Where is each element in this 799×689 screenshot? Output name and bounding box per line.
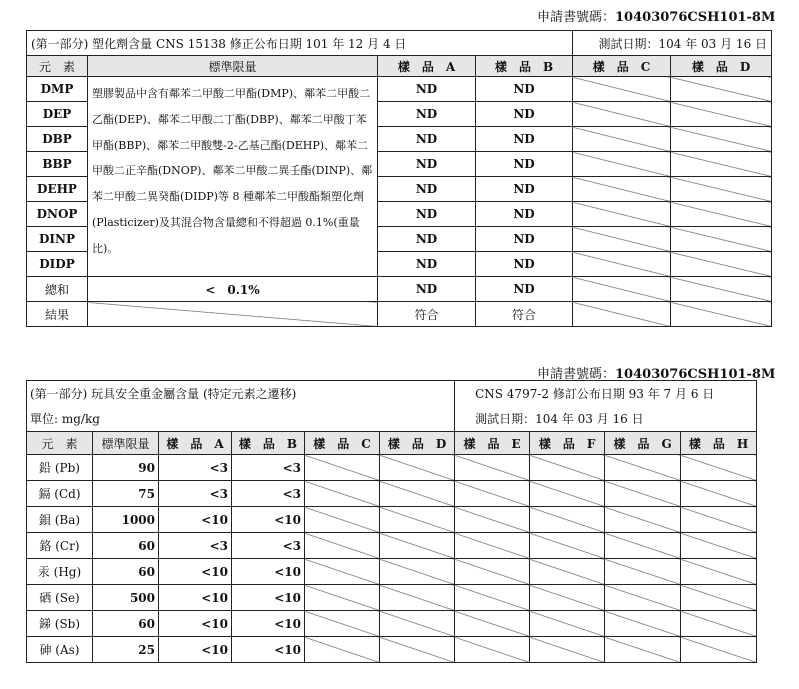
sample-b-cell: ND bbox=[476, 102, 573, 127]
empty-sample-d bbox=[380, 611, 455, 637]
total-sample-b: ND bbox=[476, 277, 573, 302]
table-row bbox=[27, 533, 757, 559]
sample-a-cell: <10 bbox=[159, 585, 232, 611]
header-sample-h: 樣 品 H bbox=[681, 432, 757, 455]
limit-cell: 60 bbox=[93, 533, 159, 559]
empty-sample-c bbox=[573, 302, 671, 327]
empty-sample-h bbox=[681, 559, 757, 585]
element-cell: DNOP bbox=[27, 202, 88, 227]
application-number-label: 申請書號碼： bbox=[537, 367, 616, 382]
empty-sample-d bbox=[671, 302, 772, 327]
table-row bbox=[27, 455, 757, 481]
empty-sample-h bbox=[681, 507, 757, 533]
sample-b-cell: ND bbox=[476, 202, 573, 227]
application-number-value: 10403076CSH101-8M bbox=[615, 367, 776, 382]
table-row bbox=[27, 481, 757, 507]
application-number bbox=[537, 6, 775, 25]
sample-a-cell: ND bbox=[378, 77, 476, 102]
empty-sample-c bbox=[573, 227, 671, 252]
total-row bbox=[27, 277, 772, 302]
limit-cell: 90 bbox=[93, 455, 159, 481]
element-cell: DIDP bbox=[27, 252, 88, 277]
result-label: 結果 bbox=[27, 302, 88, 327]
empty-sample-e bbox=[455, 481, 530, 507]
header-limit: 標準限量 bbox=[93, 432, 159, 455]
header-element: 元 素 bbox=[27, 432, 93, 455]
element-cell: 汞 (Hg) bbox=[27, 559, 93, 585]
header-sample-d: 樣 品 D bbox=[380, 432, 455, 455]
empty-sample-e bbox=[455, 455, 530, 481]
heavy-metals-header-row bbox=[27, 432, 757, 455]
element-cell: DINP bbox=[27, 227, 88, 252]
empty-sample-d bbox=[380, 637, 455, 663]
empty-sample-d bbox=[380, 481, 455, 507]
empty-sample-f bbox=[530, 585, 605, 611]
application-number-label: 申請書號碼： bbox=[537, 10, 616, 25]
limit-cell: 60 bbox=[93, 611, 159, 637]
empty-sample-f bbox=[530, 481, 605, 507]
empty-sample-c bbox=[305, 533, 380, 559]
empty-sample-d bbox=[380, 533, 455, 559]
empty-sample-f bbox=[530, 559, 605, 585]
sample-b-cell: ND bbox=[476, 252, 573, 277]
header-sample-b: 樣 品 B bbox=[232, 432, 305, 455]
empty-sample-h bbox=[681, 585, 757, 611]
heavy-metals-body bbox=[27, 455, 757, 663]
empty-sample-g bbox=[605, 637, 681, 663]
empty-sample-e bbox=[455, 533, 530, 559]
table-row bbox=[27, 507, 757, 533]
table-row bbox=[27, 559, 757, 585]
result-row bbox=[27, 302, 772, 327]
sample-a-cell: ND bbox=[378, 152, 476, 177]
heavy-metals-title-row bbox=[27, 381, 757, 407]
total-label: 總和 bbox=[27, 277, 88, 302]
empty-sample-e bbox=[455, 637, 530, 663]
table-row bbox=[27, 637, 757, 663]
sample-b-cell: ND bbox=[476, 77, 573, 102]
sample-b-cell: <10 bbox=[232, 637, 305, 663]
header-sample-c: 樣 品 C bbox=[573, 56, 671, 77]
empty-sample-c bbox=[573, 202, 671, 227]
sample-a-cell: <10 bbox=[159, 611, 232, 637]
header-sample-f: 樣 品 F bbox=[530, 432, 605, 455]
sample-a-cell: <3 bbox=[159, 481, 232, 507]
empty-sample-g bbox=[605, 481, 681, 507]
empty-sample-e bbox=[455, 507, 530, 533]
total-sample-a: ND bbox=[378, 277, 476, 302]
empty-sample-h bbox=[681, 637, 757, 663]
sample-a-cell: ND bbox=[378, 177, 476, 202]
plasticizer-table bbox=[26, 30, 772, 327]
empty-sample-c bbox=[573, 177, 671, 202]
sample-b-cell: ND bbox=[476, 177, 573, 202]
empty-result-standard bbox=[88, 302, 378, 327]
empty-sample-d bbox=[671, 252, 772, 277]
empty-sample-c bbox=[305, 637, 380, 663]
element-cell: 銻 (Sb) bbox=[27, 611, 93, 637]
result-sample-b: 符合 bbox=[476, 302, 573, 327]
empty-sample-c bbox=[573, 252, 671, 277]
limit-cell: 75 bbox=[93, 481, 159, 507]
empty-sample-d bbox=[380, 559, 455, 585]
empty-sample-f bbox=[530, 637, 605, 663]
empty-sample-c bbox=[573, 77, 671, 102]
sample-b-cell: <10 bbox=[232, 585, 305, 611]
empty-sample-g bbox=[605, 533, 681, 559]
empty-sample-d bbox=[380, 585, 455, 611]
empty-sample-h bbox=[681, 533, 757, 559]
table-row bbox=[27, 77, 772, 102]
heavy-metals-table bbox=[26, 380, 757, 663]
limit-cell: 1000 bbox=[93, 507, 159, 533]
element-cell: DEHP bbox=[27, 177, 88, 202]
sample-b-cell: <10 bbox=[232, 611, 305, 637]
empty-sample-e bbox=[455, 559, 530, 585]
empty-sample-f bbox=[530, 507, 605, 533]
standard-limit-text: 塑膠製品中含有鄰苯二甲酸二甲酯(DMP)、鄰苯二甲酸二乙酯(DEP)、鄰苯二甲酸二丁酯(DBP)、鄰苯二甲酸丁苯甲酯(BBP)、鄰苯二甲酸雙-2-乙基己酯(DEHP)、鄰苯二甲酸二正辛酯(DNOP)、鄰苯二甲酸二異壬酯(DINP)、鄰苯二甲酸二異癸酯(DIDP)等 8 種鄰苯二甲酸酯類塑化劑(Plasticizer)及其混合物含量總和不得超過 0.1%(重量比)。 bbox=[88, 77, 378, 277]
sample-a-cell: <10 bbox=[159, 507, 232, 533]
empty-sample-c bbox=[305, 507, 380, 533]
total-limit: < 0.1% bbox=[88, 277, 378, 302]
empty-sample-c bbox=[305, 455, 380, 481]
heavy-metals-title: (第一部分) 玩具安全重金屬含量 (特定元素之遷移) bbox=[27, 381, 455, 407]
limit-cell: 25 bbox=[93, 637, 159, 663]
plasticizer-title-row bbox=[27, 31, 772, 56]
sample-a-cell: ND bbox=[378, 102, 476, 127]
empty-sample-d bbox=[671, 152, 772, 177]
empty-sample-e bbox=[455, 585, 530, 611]
application-number-value: 10403076CSH101-8M bbox=[615, 10, 776, 25]
empty-sample-h bbox=[681, 611, 757, 637]
element-cell: 硒 (Se) bbox=[27, 585, 93, 611]
heavy-metals-unit-row bbox=[27, 406, 757, 432]
sample-a-cell: ND bbox=[378, 127, 476, 152]
element-cell: DMP bbox=[27, 77, 88, 102]
empty-sample-c bbox=[305, 611, 380, 637]
limit-cell: 500 bbox=[93, 585, 159, 611]
empty-sample-g bbox=[605, 507, 681, 533]
empty-sample-d bbox=[671, 202, 772, 227]
header-sample-b: 樣 品 B bbox=[476, 56, 573, 77]
sample-a-cell: <10 bbox=[159, 559, 232, 585]
plasticizer-test-date: 測試日期：104 年 03 月 16 日 bbox=[573, 31, 772, 56]
sample-a-cell: ND bbox=[378, 227, 476, 252]
empty-sample-c bbox=[305, 585, 380, 611]
sample-b-cell: <3 bbox=[232, 455, 305, 481]
limit-cell: 60 bbox=[93, 559, 159, 585]
element-cell: 鉻 (Cr) bbox=[27, 533, 93, 559]
sample-a-cell: ND bbox=[378, 252, 476, 277]
empty-sample-d bbox=[671, 127, 772, 152]
element-cell: DBP bbox=[27, 127, 88, 152]
table-row bbox=[27, 611, 757, 637]
empty-sample-d bbox=[380, 455, 455, 481]
sample-b-cell: ND bbox=[476, 127, 573, 152]
plasticizer-title: (第一部分) 塑化劑含量 CNS 15138 修正公布日期 101 年 12 月 4 日 bbox=[27, 31, 573, 56]
sample-a-cell: <3 bbox=[159, 533, 232, 559]
empty-sample-f bbox=[530, 533, 605, 559]
empty-sample-d bbox=[671, 227, 772, 252]
element-cell: DEP bbox=[27, 102, 88, 127]
element-cell: 鉛 (Pb) bbox=[27, 455, 93, 481]
sample-b-cell: <3 bbox=[232, 481, 305, 507]
heavy-metals-test-date: 測試日期：104 年 03 月 16 日 bbox=[455, 406, 757, 432]
empty-sample-d bbox=[671, 277, 772, 302]
empty-sample-e bbox=[455, 611, 530, 637]
empty-sample-f bbox=[530, 455, 605, 481]
empty-sample-g bbox=[605, 611, 681, 637]
element-cell: 鋇 (Ba) bbox=[27, 507, 93, 533]
header-sample-d: 樣 品 D bbox=[671, 56, 772, 77]
empty-sample-f bbox=[530, 611, 605, 637]
heavy-metals-unit: 單位: mg/kg bbox=[27, 406, 455, 432]
empty-sample-g bbox=[605, 559, 681, 585]
sample-a-cell: <10 bbox=[159, 637, 232, 663]
sample-b-cell: <10 bbox=[232, 507, 305, 533]
result-sample-a: 符合 bbox=[378, 302, 476, 327]
header-sample-c: 樣 品 C bbox=[305, 432, 380, 455]
sample-b-cell: <10 bbox=[232, 559, 305, 585]
header-element: 元 素 bbox=[27, 56, 88, 77]
empty-sample-c bbox=[573, 277, 671, 302]
empty-sample-d bbox=[380, 507, 455, 533]
heavy-metals-standard-ref: CNS 4797-2 修訂公布日期 93 年 7 月 6 日 bbox=[455, 381, 757, 407]
header-standard: 標準限量 bbox=[88, 56, 378, 77]
header-sample-a: 樣 品 A bbox=[159, 432, 232, 455]
empty-sample-c bbox=[573, 102, 671, 127]
empty-sample-c bbox=[305, 481, 380, 507]
element-cell: BBP bbox=[27, 152, 88, 177]
empty-sample-g bbox=[605, 455, 681, 481]
empty-sample-d bbox=[671, 102, 772, 127]
empty-sample-c bbox=[573, 127, 671, 152]
header-sample-g: 樣 品 G bbox=[605, 432, 681, 455]
header-sample-e: 樣 品 E bbox=[455, 432, 530, 455]
empty-sample-d bbox=[671, 177, 772, 202]
sample-b-cell: ND bbox=[476, 227, 573, 252]
plasticizer-header-row bbox=[27, 56, 772, 77]
empty-sample-d bbox=[671, 77, 772, 102]
sample-b-cell: <3 bbox=[232, 533, 305, 559]
empty-sample-g bbox=[605, 585, 681, 611]
sample-b-cell: ND bbox=[476, 152, 573, 177]
empty-sample-c bbox=[305, 559, 380, 585]
empty-sample-h bbox=[681, 455, 757, 481]
empty-sample-c bbox=[573, 152, 671, 177]
sample-a-cell: <3 bbox=[159, 455, 232, 481]
sample-a-cell: ND bbox=[378, 202, 476, 227]
table-row bbox=[27, 585, 757, 611]
element-cell: 砷 (As) bbox=[27, 637, 93, 663]
element-cell: 鎘 (Cd) bbox=[27, 481, 93, 507]
empty-sample-h bbox=[681, 481, 757, 507]
header-sample-a: 樣 品 A bbox=[378, 56, 476, 77]
